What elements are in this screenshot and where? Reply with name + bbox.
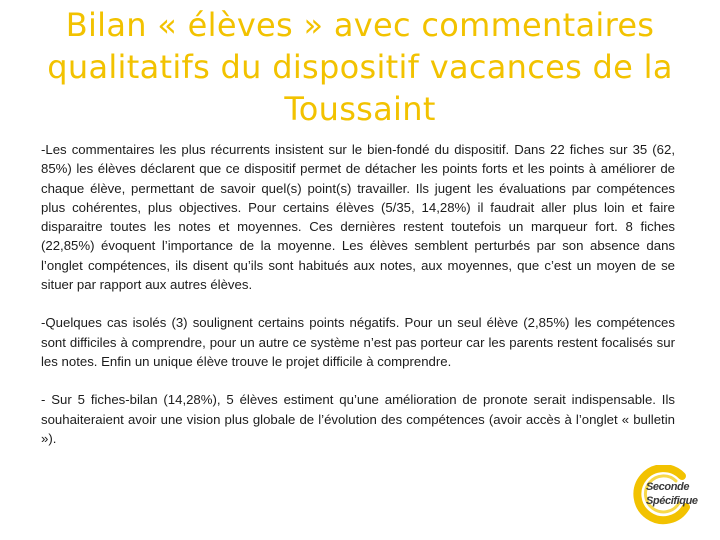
paragraph-negative-points: -Quelques cas isolés (3) soulignent certains points négatifs. Pour un seul élève (2,85%) les compétences sont difficiles à comprendre, pour un autre ce système n’est pas porteur car les parents restent focalisés sur les notes. Enfin un unique élève trouve le projet difficile à comprendre.	[41, 315, 675, 369]
paragraph-pronote-improvement: - Sur 5 fiches-bilan (14,28%), 5 élèves estiment qu’une amélioration de pronote serait indispensable. Ils souhaiteraient avoir une vision plus globale de l’évolution des compétences (avoir accès à l’onglet « bulletin »).	[41, 392, 675, 446]
logo-text-specifique: Spécifique	[646, 495, 698, 507]
slide-title: Bilan « élèves » avec commentaires qualitatifs du dispositif vacances de la Toussaint	[47, 6, 673, 128]
paragraph-recurring-comments: -Les commentaires les plus récurrents insistent sur le bien-fondé du dispositif. Dans 22 fiches sur 35 (62, 85%) les élèves déclarent que ce dispositif permet de détacher les points forts et les points à améliorer de chaque élève, permettant de savoir quel(s) point(s) travailler. Ils jugent les évaluations par compétences plus cohérentes, plus objectives. Pour certains élèves (5/35, 14,28%) il faudrait aller plus loin et faire disparaitre toutes les notes et moyennes. Ces dernières restent toutefois un marqueur fort. 8 fiches (22,85%) évoquent l’importance de la moyenne. Les élèves semblent perturbés par son absence dans l’onglet compétences, ils disent qu’ils sont habitués aux notes, aux moyennes, que c’est un moyen de se situer par rapport aux autres élèves.	[41, 142, 675, 293]
seconde-specifique-logo	[630, 465, 696, 525]
logo-text-seconde: Seconde	[646, 481, 690, 493]
slide-body	[41, 140, 675, 467]
